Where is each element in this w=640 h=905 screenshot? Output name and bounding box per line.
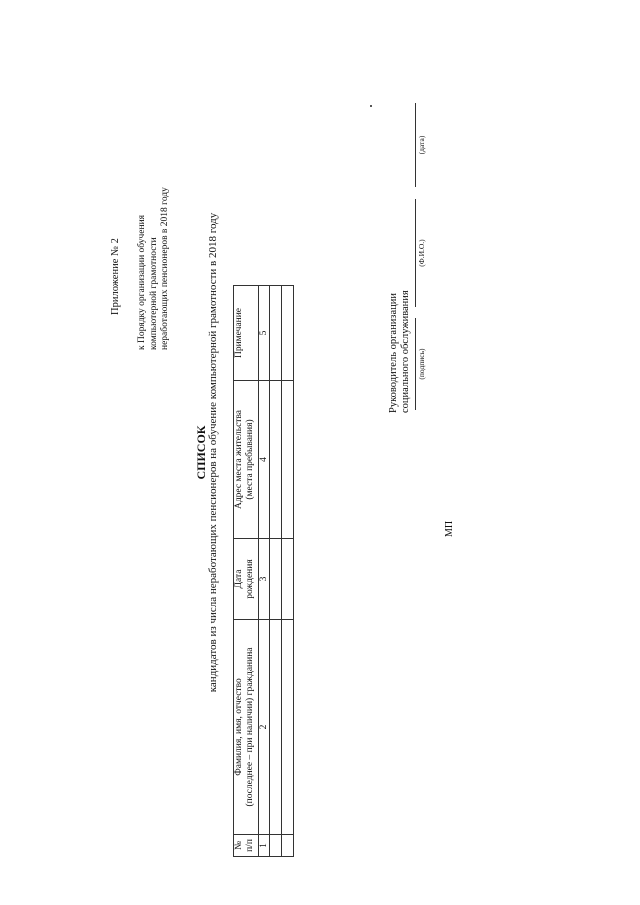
appendix-reference — [137, 187, 172, 350]
column-number: 4 — [259, 381, 270, 539]
document-title: СПИСОК — [194, 425, 208, 480]
header-number: № п/п — [234, 835, 259, 857]
date-line — [415, 103, 416, 187]
header-note: Примечание — [234, 286, 259, 381]
signatory-title — [388, 290, 412, 413]
column-number: 3 — [259, 539, 270, 620]
signatory-line: социального обслуживания — [400, 290, 411, 413]
header-birth-date: Дата рождения — [234, 539, 259, 620]
column-number: 5 — [259, 286, 270, 381]
appendix-line: к Порядку организации обучения — [137, 214, 147, 350]
column-number: 1 — [259, 835, 270, 857]
signature-caption: (подпись) — [417, 348, 426, 380]
appendix-line: неработающих пенсионеров в 2018 году — [160, 187, 170, 350]
name-caption: (Ф.И.О.) — [417, 239, 426, 267]
date-caption: (дата) — [417, 135, 426, 155]
table-row — [270, 286, 282, 857]
header-full-name: Фамилия, имя, отчество (последнее – при наличии) гражданина — [234, 620, 259, 835]
column-number: 2 — [259, 620, 270, 835]
signatory-line: Руководитель организации — [388, 293, 399, 413]
table-header-row — [234, 286, 259, 857]
signature-line — [415, 318, 416, 410]
document-subtitle: кандидатов из числа неработающих пенсионеров на обучение компьютерной грамотности в 2018 году — [207, 212, 219, 693]
appendix-title: Приложение № 2 — [110, 238, 121, 315]
candidates-table — [233, 285, 294, 857]
name-line — [415, 199, 416, 307]
stamp-placeholder: МП — [444, 520, 455, 537]
column-number-row — [259, 286, 270, 857]
header-address: Адрес места жительства (места пребывания) — [234, 381, 259, 539]
table-row — [282, 286, 294, 857]
appendix-line: компьютерной грамотности — [148, 237, 159, 350]
stray-dot — [370, 105, 372, 107]
